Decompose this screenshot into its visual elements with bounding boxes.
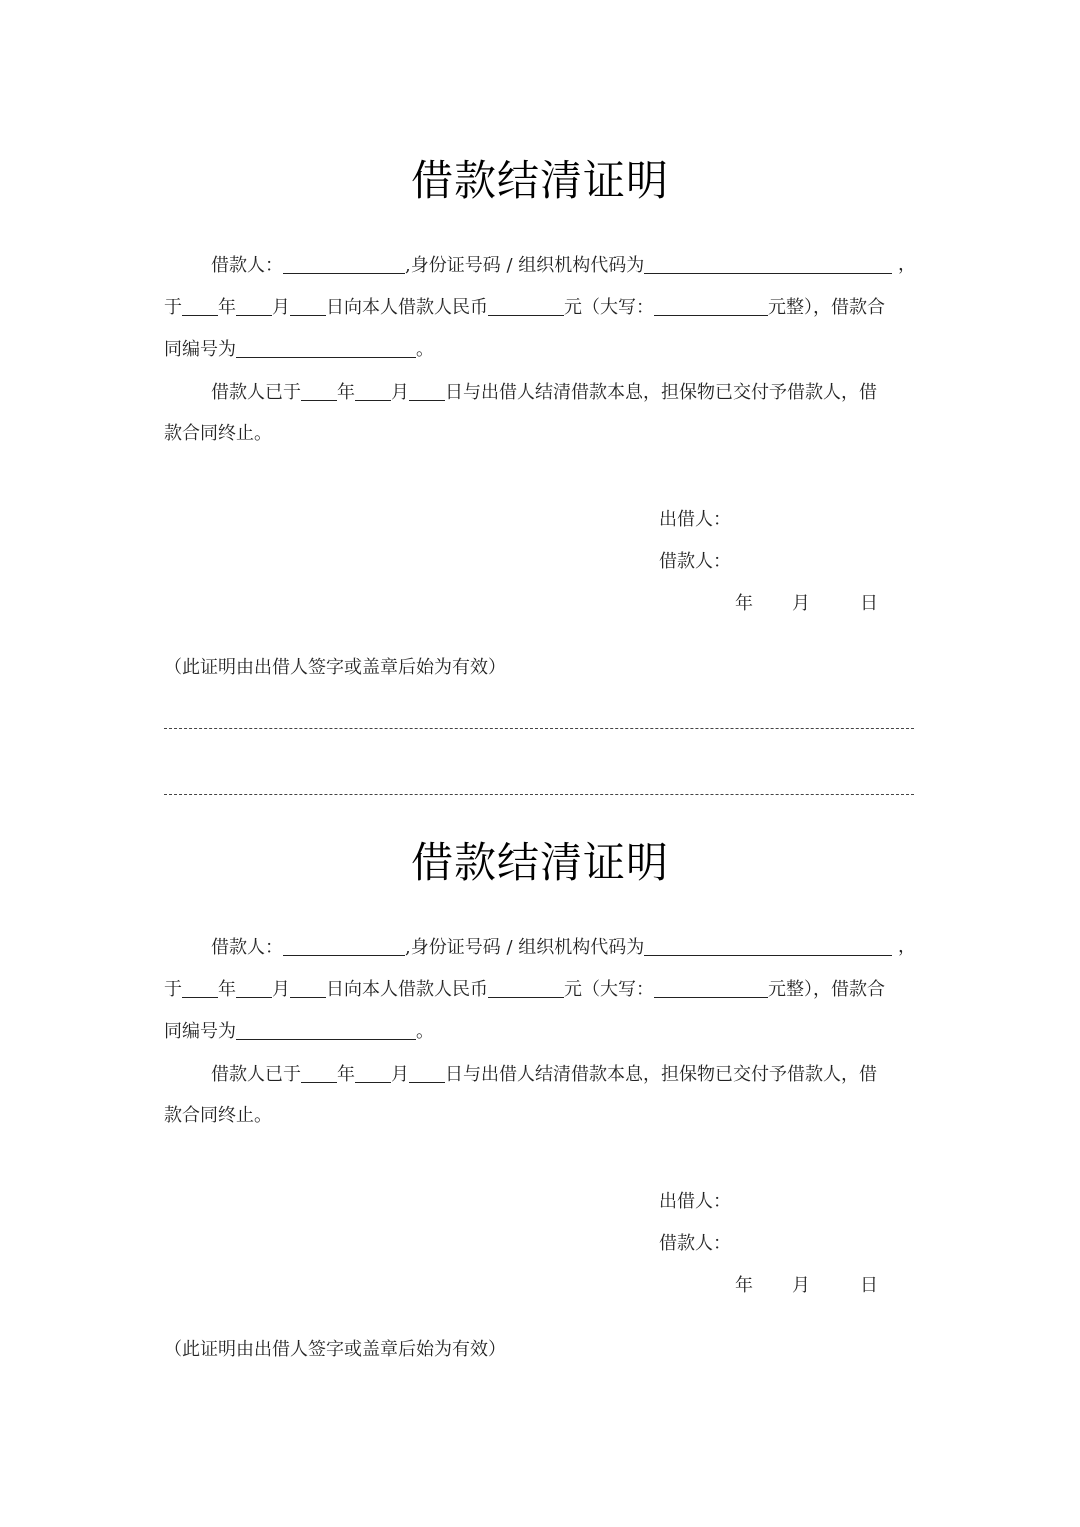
loan-day-blank[interactable] [290,977,326,998]
loan-date-line [164,295,924,319]
yuan-zheng-label: 元整），借款合 [768,979,885,1000]
yuan-zheng-label: 元整），借款合 [768,297,885,318]
amount-blank[interactable] [488,977,564,998]
lender-signature-label: 出借人： [659,509,731,530]
certificate-1 [0,0,1080,678]
certificate-title: 借款结清证明 [410,156,669,205]
contract-no-line [164,337,924,361]
settled-year-blank[interactable] [301,380,337,401]
signature-date [0,592,1080,616]
borrower-line [211,253,916,277]
settled-month-blank[interactable] [355,380,391,401]
loan-year-blank[interactable] [182,977,218,998]
year-label: 年 [218,297,236,318]
settled-suffix: 日与出借人结清借款本息，担保物已交付予借款人，借 [445,1064,877,1085]
year-label: 年 [218,979,236,1000]
month-label: 月 [272,297,290,318]
year-label: 年 [337,1064,355,1085]
comma: ， [898,936,916,957]
borrower-label: 借款人： [211,255,283,276]
day-borrow-label: 日向本人借款人民币 [326,979,488,1000]
validity-note: （此证明由出借人签字或盖章后始为有效） [164,657,506,678]
borrower-signature-label: 借款人： [659,551,731,572]
period: 。 [416,339,434,360]
date-month-label: 月 [792,1275,810,1296]
validity-note: （此证明由出借人签字或盖章后始为有效） [164,1339,506,1360]
settled-line [211,380,916,404]
lender-signature-label: 出借人： [659,1191,731,1212]
id-label: ,身份证号码 / 组织机构代码为 [405,255,645,276]
amount-capital-blank[interactable] [654,295,768,316]
settled-prefix: 借款人已于 [211,382,301,403]
comma: ， [898,254,916,275]
yu-label: 于 [164,297,182,318]
amount-capital-blank[interactable] [654,977,768,998]
contract-no-line [164,1019,924,1043]
settled-line [211,1062,916,1086]
settled-suffix: 日与出借人结清借款本息，担保物已交付予借款人，借 [445,382,877,403]
loan-day-blank[interactable] [290,295,326,316]
contract-no-label: 同编号为 [164,1021,236,1042]
yuan-label: 元（大写： [564,979,654,1000]
contract-no-blank[interactable] [236,337,416,358]
amount-blank[interactable] [488,295,564,316]
settled-year-blank[interactable] [301,1062,337,1083]
period: 。 [416,1021,434,1042]
borrower-label: 借款人： [211,937,283,958]
loan-month-blank[interactable] [236,977,272,998]
date-year-label: 年 [735,1275,753,1296]
day-borrow-label: 日向本人借款人民币 [326,297,488,318]
settled-month-blank[interactable] [355,1062,391,1083]
borrower-line [211,935,916,959]
date-day-label: 日 [860,1275,878,1296]
terminated-line: 款合同终止。 [164,1105,272,1126]
date-day-label: 日 [860,593,878,614]
yu-label: 于 [164,979,182,1000]
yuan-label: 元（大写： [564,297,654,318]
loan-month-blank[interactable] [236,295,272,316]
date-year-label: 年 [735,593,753,614]
year-label: 年 [337,382,355,403]
certificate-2 [0,682,1080,1360]
loan-date-line [164,977,924,1001]
month-label: 月 [272,979,290,1000]
signature-date [0,1274,1080,1298]
settled-day-blank[interactable] [409,380,445,401]
contract-no-label: 同编号为 [164,339,236,360]
certificate-title: 借款结清证明 [410,838,669,887]
id-number-blank[interactable] [644,935,892,956]
terminated-line: 款合同终止。 [164,423,272,444]
month-label: 月 [391,1064,409,1085]
loan-year-blank[interactable] [182,295,218,316]
settled-day-blank[interactable] [409,1062,445,1083]
borrower-name-blank[interactable] [283,253,405,274]
contract-no-blank[interactable] [236,1019,416,1040]
borrower-name-blank[interactable] [283,935,405,956]
month-label: 月 [391,382,409,403]
borrower-signature-label: 借款人： [659,1233,731,1254]
id-number-blank[interactable] [644,253,892,274]
date-month-label: 月 [792,593,810,614]
id-label: ,身份证号码 / 组织机构代码为 [405,937,645,958]
settled-prefix: 借款人已于 [211,1064,301,1085]
